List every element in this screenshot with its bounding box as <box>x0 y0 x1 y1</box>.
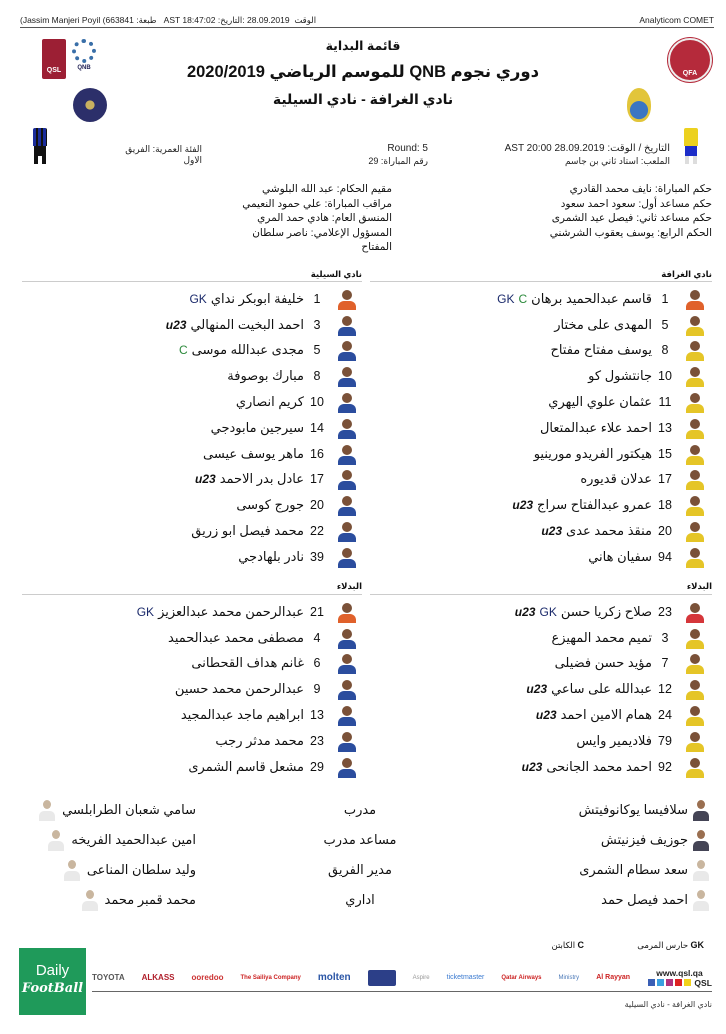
player-number: 21 <box>310 604 324 619</box>
player-photo-icon <box>684 339 706 361</box>
player-photo-icon <box>684 288 706 310</box>
player-number: 23 <box>310 733 324 748</box>
player-name: مشعل قاسم الشمرى <box>188 758 304 774</box>
sponsor-alkass-logo: ALKASS <box>141 973 175 982</box>
player-row <box>497 518 706 544</box>
player-name: منقذ محمد عدى <box>566 523 652 539</box>
player-number: 1 <box>661 291 669 306</box>
player-tag-gk: GK <box>497 291 515 306</box>
player-number: 15 <box>658 446 672 461</box>
daily-football-watermark <box>19 948 86 1015</box>
player-name: نادر بلهادجي <box>238 548 304 564</box>
qnb-logo <box>70 39 98 79</box>
player-name: احمد محمد الجانحى <box>546 758 652 774</box>
player-name: ماهر يوسف عيسى <box>203 445 304 461</box>
player-name: مصطفى محمد عبدالحميد <box>168 629 304 645</box>
away-subs-list <box>137 599 358 780</box>
player-row <box>166 338 358 364</box>
player-name: محمد مدثر رجب <box>215 732 304 748</box>
home-starters-list <box>497 286 706 570</box>
player-photo-icon <box>684 627 706 649</box>
player-name: عبدالله على ساعي <box>551 681 652 697</box>
player-row <box>515 728 706 754</box>
home-team-name: نادي الغرافة <box>661 269 712 279</box>
away-subs-divider <box>22 594 362 595</box>
home-kit-icon <box>684 128 698 164</box>
sponsor-qatar-airways-logo: Qatar Airways <box>501 974 542 981</box>
player-name: سفيان هاني <box>588 548 652 564</box>
system-name: Analyticom COMET <box>639 15 714 25</box>
player-photo-icon <box>684 443 706 465</box>
referees-list <box>432 182 712 240</box>
role-team-manager: مدير الفريق <box>328 862 392 877</box>
away-subs-label: البدلاء <box>336 581 362 591</box>
watermark-line2: FootBall <box>21 981 84 996</box>
qnb-text: QNB <box>77 65 91 71</box>
player-photo-icon <box>684 520 706 542</box>
staff-photo-icon <box>81 889 99 911</box>
player-number: 10 <box>658 369 672 384</box>
player-photo-icon <box>684 468 706 490</box>
staff-photo-icon <box>692 829 710 851</box>
player-photo-icon <box>336 756 358 778</box>
sponsor-box-logo <box>368 970 396 986</box>
player-row <box>166 518 358 544</box>
official-coordinator: المنسق العام: هادي حمد المري <box>257 212 392 224</box>
away-staff-list <box>38 795 196 915</box>
player-number: 22 <box>310 524 324 539</box>
player-row <box>137 728 358 754</box>
player-name: مؤيد حسن فضيلى <box>554 655 652 671</box>
staff-photo-icon <box>38 799 56 821</box>
player-tag-u23: u23 <box>514 604 536 619</box>
staff-row <box>38 855 196 885</box>
sponsor-ministry-logo: Ministry <box>558 974 580 981</box>
player-photo-icon <box>336 365 358 387</box>
staff-photo-icon <box>47 829 65 851</box>
staff-name: محمد قمبر محمد <box>104 892 196 907</box>
player-row <box>515 702 706 728</box>
player-name: ابراهيم ماجد عبدالمجيد <box>180 707 304 723</box>
player-row <box>515 625 706 651</box>
player-photo-icon <box>336 627 358 649</box>
player-row <box>497 389 706 415</box>
player-row <box>497 415 706 441</box>
player-name: عثمان علوي اليهري <box>548 394 652 410</box>
player-name: محمد فيصل ابو زريق <box>191 523 304 539</box>
player-photo-icon <box>684 365 706 387</box>
official-commissioner: مراقب المباراة: علي حمود النعيمي <box>242 197 392 210</box>
match-date-time: التاريخ / الوقت: 28.09.2019 AST 20:00 <box>504 143 670 154</box>
legend-goalkeeper <box>637 940 704 951</box>
player-name: همام الامين احمد <box>560 707 652 723</box>
legend-gk-code: GK <box>690 940 704 950</box>
youtube-icon <box>675 979 682 986</box>
player-name: فلاديمير وايس <box>576 732 652 748</box>
player-name: احمد علاء عبدالمتعال <box>539 419 652 435</box>
staff-name: امين عبدالحميد الفريخه <box>71 832 196 847</box>
staff-row <box>38 885 196 915</box>
player-number: 17 <box>310 472 324 487</box>
player-row <box>166 312 358 338</box>
staff-name: سامي شعبان الطرابلسي <box>62 802 196 817</box>
player-tag-u23: u23 <box>512 498 534 513</box>
player-number: 79 <box>658 733 672 748</box>
player-row <box>166 363 358 389</box>
player-number: 20 <box>658 524 672 539</box>
player-row <box>166 492 358 518</box>
twitter-icon <box>657 979 664 986</box>
staff-row <box>38 825 196 855</box>
player-row <box>497 312 706 338</box>
sponsor-molten-logo: molten <box>317 972 351 983</box>
player-photo-icon <box>336 468 358 490</box>
sponsor-ticketmaster-logo: ticketmaster <box>446 974 485 981</box>
qsl-logo: QSL <box>42 39 66 79</box>
player-row <box>137 702 358 728</box>
player-photo-icon <box>336 730 358 752</box>
player-number: 13 <box>310 708 324 723</box>
player-name: عبدالرحمن محمد حسين <box>174 681 304 697</box>
official-assistant-2: حكم مساعد ثاني: فيصل عيد الشمرى <box>551 212 712 224</box>
sponsor-sailiya-company-logo: The Sailiya Company <box>240 974 301 981</box>
player-number: 5 <box>661 317 669 332</box>
player-number: 8 <box>661 343 669 358</box>
player-row <box>137 676 358 702</box>
player-number: 5 <box>313 343 321 358</box>
staff-name: سلافيسا يوكانوفيتش <box>578 802 688 817</box>
player-name: هيكتور الفريدو مورينيو <box>533 445 652 461</box>
footer-match-caption: نادي الغرافة - نادي السيلية <box>624 1000 712 1009</box>
sponsor-ooredoo-logo: ooredoo <box>191 973 224 982</box>
away-team-name: نادي السيلية <box>310 269 362 279</box>
player-row <box>166 415 358 441</box>
player-photo-icon <box>684 678 706 700</box>
watermark-line1: Daily <box>35 962 70 979</box>
legend-c-code: C <box>577 940 584 950</box>
player-number: 13 <box>658 420 672 435</box>
document-title: قائمة البداية <box>325 39 401 53</box>
staff-photo-icon <box>692 889 710 911</box>
player-number: 6 <box>313 656 321 671</box>
player-name: المهدى على مختار <box>554 316 652 332</box>
player-photo-icon <box>684 704 706 726</box>
player-name: جورج كوسى <box>236 497 304 513</box>
player-photo-icon <box>684 417 706 439</box>
player-number: 94 <box>658 549 672 564</box>
staff-row <box>579 855 710 885</box>
player-tag-gk: GK <box>539 604 557 619</box>
player-photo-icon <box>336 678 358 700</box>
match-officials-list <box>232 182 392 255</box>
official-media: المسؤول الإعلامي: ناصر سلطان المفتاح <box>252 226 392 253</box>
player-name: مبارك بوصوفة <box>227 368 304 384</box>
player-name: غانم هداف القحطانى <box>191 655 304 671</box>
player-photo-icon <box>336 288 358 310</box>
player-row <box>497 441 706 467</box>
player-photo-icon <box>684 756 706 778</box>
player-photo-icon <box>336 417 358 439</box>
player-number: 10 <box>310 395 324 410</box>
sponsor-aspire-logo: Aspire <box>412 974 430 981</box>
staff-row <box>579 825 710 855</box>
role-coach: مدرب <box>343 802 377 817</box>
home-subs-list <box>515 599 706 780</box>
player-photo-icon <box>336 339 358 361</box>
role-administrator: اداري <box>345 892 375 907</box>
player-tag-c: C <box>518 291 528 306</box>
player-tag-u23: u23 <box>165 317 187 332</box>
player-row <box>166 467 358 493</box>
player-row <box>166 389 358 415</box>
sponsor-rayyan-logo: Al Rayyan <box>596 974 631 981</box>
instagram-icon <box>666 979 673 986</box>
player-name: صلاح زكريا حسن <box>560 603 652 619</box>
player-number: 18 <box>658 498 672 513</box>
player-name: كريم انصاري <box>235 394 304 410</box>
player-row <box>137 754 358 780</box>
player-name: يوسف مفتاح مفتاح <box>550 342 652 358</box>
player-row <box>166 286 358 312</box>
player-row <box>497 492 706 518</box>
player-tag-u23: u23 <box>521 759 543 774</box>
legend-c-label: الكابتن <box>551 940 576 950</box>
player-photo-icon <box>336 520 358 542</box>
sponsors-bar <box>92 966 712 992</box>
player-row <box>137 599 358 625</box>
player-row <box>515 754 706 780</box>
league-title: دوري نجوم QNB للموسم الرياضي 2020/2019 <box>186 63 540 81</box>
player-number: 92 <box>658 759 672 774</box>
home-subs-divider <box>370 594 712 595</box>
staff-photo-icon <box>63 859 81 881</box>
match-venue: الملعب: استاد ثاني بن جاسم <box>564 156 670 166</box>
staff-name: وليد سلطان المناعى <box>86 862 196 877</box>
snapchat-icon <box>684 979 691 986</box>
player-name: خليفة ابوبكر نداي <box>210 290 304 306</box>
player-row <box>166 441 358 467</box>
player-photo-icon <box>684 601 706 623</box>
player-number: 29 <box>310 759 324 774</box>
facebook-icon <box>648 979 655 986</box>
player-number: 14 <box>310 420 324 435</box>
age-category: الفئة العمرية: الفريق الاول <box>125 144 202 165</box>
printed-by: (Jassim Manjeri Poyil (663841 :طبعة <box>20 15 157 25</box>
player-row <box>515 651 706 677</box>
player-tag-gk: GK <box>136 604 155 619</box>
role-assistant-coach: مساعد مدرب <box>323 832 397 847</box>
player-name: عدلان قديوره <box>580 471 652 487</box>
player-name: احمد البخيت المنهالي <box>190 316 304 332</box>
player-name: تميم محمد المهيزع <box>551 629 652 645</box>
staff-name: جوزيف فيزنيتش <box>600 832 688 847</box>
player-row <box>497 544 706 570</box>
player-row <box>515 599 706 625</box>
player-name: سيرجين مابودجي <box>210 419 304 435</box>
away-kit-icon <box>33 128 47 164</box>
staff-row <box>38 795 196 825</box>
player-tag-u23: u23 <box>195 472 216 487</box>
player-tag-gk: GK <box>189 291 207 306</box>
staff-roles <box>290 795 430 915</box>
staff-photo-icon <box>692 799 710 821</box>
player-number: 12 <box>658 682 672 697</box>
player-number: 1 <box>313 291 321 306</box>
player-number: 4 <box>313 630 321 645</box>
player-row <box>497 286 706 312</box>
player-number: 23 <box>658 604 672 619</box>
home-subs-label: البدلاء <box>686 581 712 591</box>
legend-gk-label: حارس المرمى <box>637 940 689 950</box>
player-photo-icon <box>336 391 358 413</box>
home-staff-list <box>579 795 710 915</box>
player-row <box>515 676 706 702</box>
print-date: 28.09.2019 :التاريخ <box>220 15 290 25</box>
player-photo-icon <box>336 314 358 336</box>
player-row <box>497 363 706 389</box>
player-number: 7 <box>661 656 669 671</box>
player-number: 3 <box>661 630 669 645</box>
player-name: عمرو عبدالفتاح سراج <box>537 497 652 513</box>
player-number: 9 <box>313 682 321 697</box>
away-divider <box>22 281 362 282</box>
sailiya-crest-logo <box>73 88 107 122</box>
player-row <box>137 651 358 677</box>
player-tag-u23: u23 <box>535 708 557 723</box>
player-name: قاسم عبدالحميد برهان <box>531 290 652 306</box>
sponsor-toyota-logo: TOYOTA <box>92 973 125 982</box>
staff-name: احمد فيصل حمد <box>601 892 688 907</box>
match-title: نادي الغرافة - نادي السيلية <box>272 91 454 107</box>
player-number: 11 <box>658 395 672 410</box>
player-name: جانتشول كو <box>588 368 652 384</box>
player-photo-icon <box>684 730 706 752</box>
player-photo-icon <box>684 494 706 516</box>
player-name: عبدالرحمن محمد عبدالعزيز <box>158 603 304 619</box>
player-photo-icon <box>336 443 358 465</box>
player-photo-icon <box>336 704 358 726</box>
player-number: 20 <box>310 498 324 513</box>
player-photo-icon <box>684 546 706 568</box>
qsl-url: www.qsl.qa <box>656 967 703 978</box>
official-assessor: مقيم الحكام: عبد الله البلوشي <box>262 183 392 195</box>
staff-photo-icon <box>692 859 710 881</box>
staff-row <box>579 885 710 915</box>
player-tag-u23: u23 <box>541 524 563 539</box>
player-number: 3 <box>313 317 321 332</box>
legend-captain <box>551 940 584 951</box>
player-number: 8 <box>313 369 321 384</box>
round-number: Round: 5 <box>387 143 428 154</box>
player-tag-u23: u23 <box>526 682 548 697</box>
print-time: AST 18:47:02 :الوقت <box>163 15 317 25</box>
player-photo-icon <box>336 601 358 623</box>
official-assistant-1: حكم مساعد أول: سعود احمد سعود <box>560 197 712 210</box>
player-name: عادل بدر الاحمد <box>219 471 304 487</box>
qnb-ring-icon <box>72 39 96 63</box>
player-name: مجدى عبدالله موسى <box>191 342 304 358</box>
qsl-social-block <box>647 968 712 988</box>
qfa-logo: QFA <box>668 38 712 82</box>
staff-row <box>579 795 710 825</box>
player-number: 39 <box>310 549 324 564</box>
player-tag-c: C <box>178 343 188 358</box>
player-row <box>497 338 706 364</box>
player-photo-icon <box>336 546 358 568</box>
player-number: 16 <box>310 446 324 461</box>
staff-name: سعد سطام الشمرى <box>579 862 688 877</box>
qsl-label: QSL <box>694 977 712 988</box>
title-block <box>150 38 576 108</box>
gharafa-crest-logo <box>627 88 651 122</box>
match-number: رقم المباراة: 29 <box>368 156 428 166</box>
away-starters-list <box>166 286 358 570</box>
player-photo-icon <box>684 391 706 413</box>
player-photo-icon <box>336 494 358 516</box>
official-fourth: الحكم الرابع: يوسف يعقوب الشرشني <box>549 226 712 239</box>
player-row <box>137 625 358 651</box>
player-photo-icon <box>684 314 706 336</box>
home-divider <box>370 281 712 282</box>
player-row <box>166 544 358 570</box>
player-number: 17 <box>658 472 672 487</box>
print-header-bar <box>20 14 714 28</box>
player-photo-icon <box>336 652 358 674</box>
player-number: 24 <box>658 708 672 723</box>
player-row <box>497 467 706 493</box>
official-referee: حكم المباراة: نايف محمد القادري <box>569 183 712 195</box>
player-photo-icon <box>684 652 706 674</box>
print-meta <box>20 15 316 26</box>
